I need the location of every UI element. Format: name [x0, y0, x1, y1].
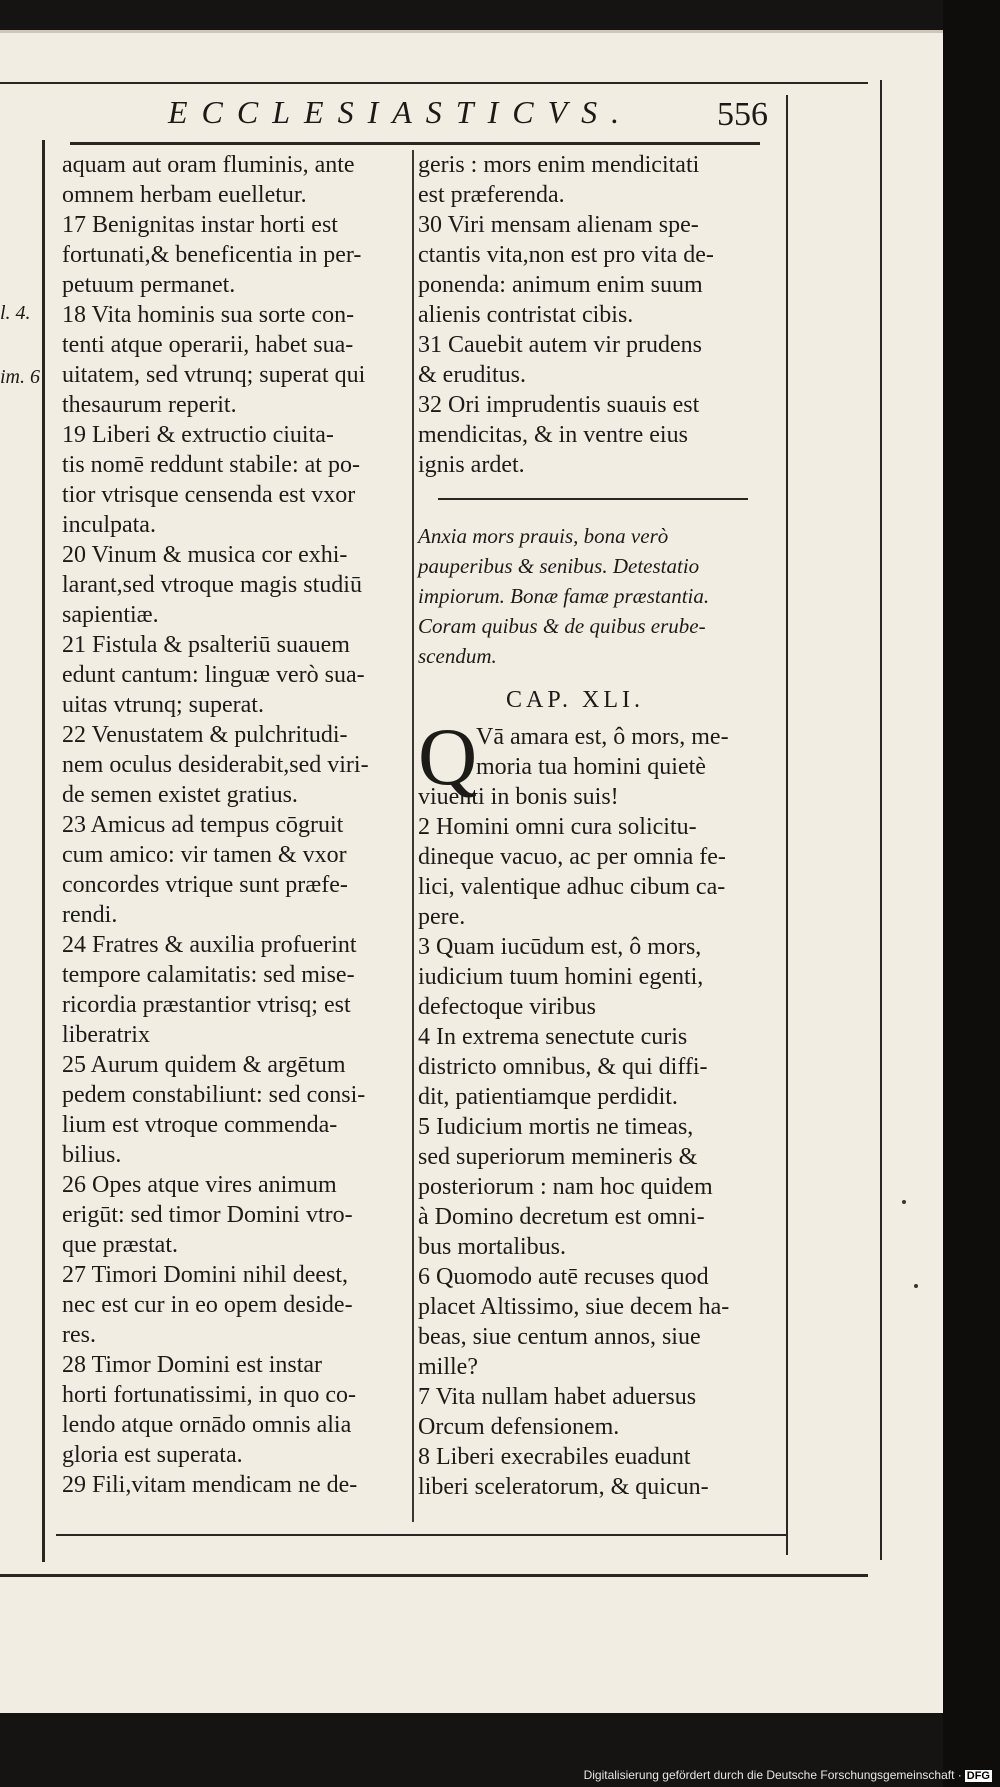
text-line: gloria est superata. [62, 1442, 243, 1468]
header-rule [70, 142, 760, 145]
margin-note: im. 6 [0, 366, 40, 388]
text-line: tempore calamitatis: sed mise- [62, 962, 355, 988]
text-line: lendo atque ornādo omnis alia [62, 1412, 352, 1438]
text-line: & eruditus. [418, 362, 526, 388]
text-line: impiorum. Bonæ famæ præstantia. [418, 584, 710, 608]
text-line: ignis ardet. [418, 452, 525, 478]
text-line: 22 Venustatem & pulchritudi- [62, 722, 348, 748]
text-line: pauperibus & senibus. Detestatio [418, 554, 700, 578]
left-frame-rule [42, 140, 45, 1562]
text-line: 26 Opes atque vires animum [62, 1172, 337, 1198]
text-line: Orcum defensionem. [418, 1414, 620, 1440]
text-line: Vā amara est, ô mors, me- [476, 724, 729, 750]
text-line: scendum. [418, 644, 497, 668]
page-number: 556 [717, 96, 768, 133]
right-frame-rule [786, 95, 788, 1555]
text-line: lium est vtroque commenda- [62, 1112, 338, 1138]
paper-speck [914, 1284, 918, 1288]
text-line: 28 Timor Domini est instar [62, 1352, 323, 1378]
text-line: uitas vtrunq; superat. [62, 692, 264, 718]
running-title: ECCLESIASTICVS. [168, 94, 634, 130]
text-line: 30 Viri mensam alienam spe- [418, 212, 699, 238]
text-line: viuenti in bonis suis! [418, 784, 619, 810]
text-line: 18 Vita hominis sua sorte con- [62, 302, 355, 328]
text-line: que præstat. [62, 1232, 178, 1258]
text-line: 6 Quomodo autē recuses quod [418, 1264, 709, 1290]
digitization-footer [584, 1768, 992, 1782]
margin-note: l. 4. [0, 302, 31, 324]
text-line: nec est cur in eo opem deside- [62, 1292, 353, 1318]
text-line: geris : mors enim mendicitati [418, 152, 700, 178]
text-line: defectoque viribus [418, 994, 596, 1020]
text-line: 32 Ori imprudentis suauis est [418, 392, 700, 418]
text-line: 2 Homini omni cura solicitu- [418, 814, 697, 840]
text-line: horti fortunatissimi, in quo co- [62, 1382, 356, 1408]
text-line: 19 Liberi & extructio ciuita- [62, 422, 334, 448]
text-line: tenti atque operarii, habet sua- [62, 332, 354, 358]
right-column-verses [418, 150, 766, 480]
dfg-logo: DFG [966, 1770, 990, 1782]
section-rule [438, 498, 748, 500]
text-line: tis nomē reddunt stabile: at po- [62, 452, 360, 478]
text-line: sapientiæ. [62, 602, 159, 628]
text-line: ricordia præstantior vtrisq; est [62, 992, 351, 1018]
text-line: à Domino decretum est omni- [418, 1204, 705, 1230]
text-line: de semen existet gratius. [62, 782, 298, 808]
text-line: beas, siue centum annos, siue [418, 1324, 701, 1350]
text-line: rendi. [62, 902, 118, 928]
text-line: concordes vtrique sunt præfe- [62, 872, 348, 898]
text-line: 27 Timori Domini nihil deest, [62, 1262, 349, 1288]
text-line: 24 Fratres & auxilia profuerint [62, 932, 357, 958]
text-line: 23 Amicus ad tempus cōgruit [62, 812, 344, 838]
text-line: bus mortalibus. [418, 1234, 566, 1260]
text-line: Anxia mors prauis, bona verò [418, 524, 669, 548]
foot-rule [0, 1574, 868, 1577]
text-line: 21 Fistula & psalteriū suauem [62, 632, 350, 658]
text-line: tior vtrisque censenda est vxor [62, 482, 356, 508]
text-line: 3 Quam iucūdum est, ô mors, [418, 934, 702, 960]
text-line: inculpata. [62, 512, 156, 538]
text-line: 4 In extrema senectute curis [418, 1024, 688, 1050]
text-line: mendicitas, & in ventre eius [418, 422, 688, 448]
text-line: placet Altissimo, siue decem ha- [418, 1294, 730, 1320]
column-divider [412, 150, 414, 1522]
text-line: petuum permanet. [62, 272, 236, 298]
text-line: bilius. [62, 1142, 122, 1168]
text-line: ponenda: animum enim suum [418, 272, 703, 298]
text-line: liberi sceleratorum, & quicun- [418, 1474, 709, 1500]
text-line: thesaurum reperit. [62, 392, 237, 418]
outer-frame-rule [880, 80, 882, 1560]
text-line: lici, valentique adhuc cibum ca- [418, 874, 726, 900]
text-line: moria tua homini quietè [476, 754, 706, 780]
text-line: larant,sed vtroque magis studiū [62, 572, 362, 598]
text-line: 31 Cauebit autem vir prudens [418, 332, 702, 358]
top-rule [0, 82, 868, 84]
bottom-rule [56, 1534, 786, 1536]
text-line: 29 Fili,vitam mendicam ne de- [62, 1472, 358, 1498]
text-line: est præferenda. [418, 182, 565, 208]
chapter-heading: CAP. XLI. [506, 687, 645, 713]
text-line: 5 Iudicium mortis ne timeas, [418, 1114, 694, 1140]
text-line: edunt cantum: linguæ verò sua- [62, 662, 365, 688]
text-line: erigūt: sed timor Domini vtro- [62, 1202, 353, 1228]
chapter-text [418, 722, 766, 1502]
scan-dark-edge [943, 0, 1000, 1787]
text-line: uitatem, sed vtrunq; superat qui [62, 362, 366, 388]
text-line: sed superiorum memineris & [418, 1144, 698, 1170]
text-line: 7 Vita nullam habet aduersus [418, 1384, 697, 1410]
text-line: 8 Liberi execrabiles euadunt [418, 1444, 691, 1470]
right-text-column [418, 150, 766, 1502]
text-line: res. [62, 1322, 96, 1348]
text-line: cum amico: vir tamen & vxor [62, 842, 347, 868]
text-line: alienis contristat cibis. [418, 302, 634, 328]
text-line: 20 Vinum & musica cor exhi- [62, 542, 348, 568]
text-line: ctantis vita,non est pro vita de- [418, 242, 714, 268]
text-line: omnem herbam euelletur. [62, 182, 307, 208]
text-line: Coram quibus & de quibus erube- [418, 614, 706, 638]
text-line: 17 Benignitas instar horti est [62, 212, 338, 238]
text-line: fortunati,& beneficentia in per- [62, 242, 362, 268]
text-line: districto omnibus, & qui diffi- [418, 1054, 708, 1080]
text-line: dit, patientiamque perdidit. [418, 1084, 678, 1110]
text-line: aquam aut oram fluminis, ante [62, 152, 355, 178]
text-line: pere. [418, 904, 466, 930]
drop-initial: Q [418, 711, 478, 802]
text-line: posteriorum : nam hoc quidem [418, 1174, 713, 1200]
text-line: mille? [418, 1354, 478, 1380]
text-line: liberatrix [62, 1022, 150, 1048]
text-line: iudicium tuum homini egenti, [418, 964, 704, 990]
paper-speck [902, 1200, 906, 1204]
left-text-column [62, 150, 408, 1500]
chapter-summary [418, 522, 766, 672]
text-line: dineque vacuo, ac per omnia fe- [418, 844, 726, 870]
text-line: pedem constabiliunt: sed consi- [62, 1082, 366, 1108]
text-line: 25 Aurum quidem & argētum [62, 1052, 346, 1078]
footer-text: Digitalisierung gefördert durch die Deutsche Forschungsgemeinschaft · [583, 1768, 962, 1782]
text-line: nem oculus desiderabit,sed viri- [62, 752, 369, 778]
